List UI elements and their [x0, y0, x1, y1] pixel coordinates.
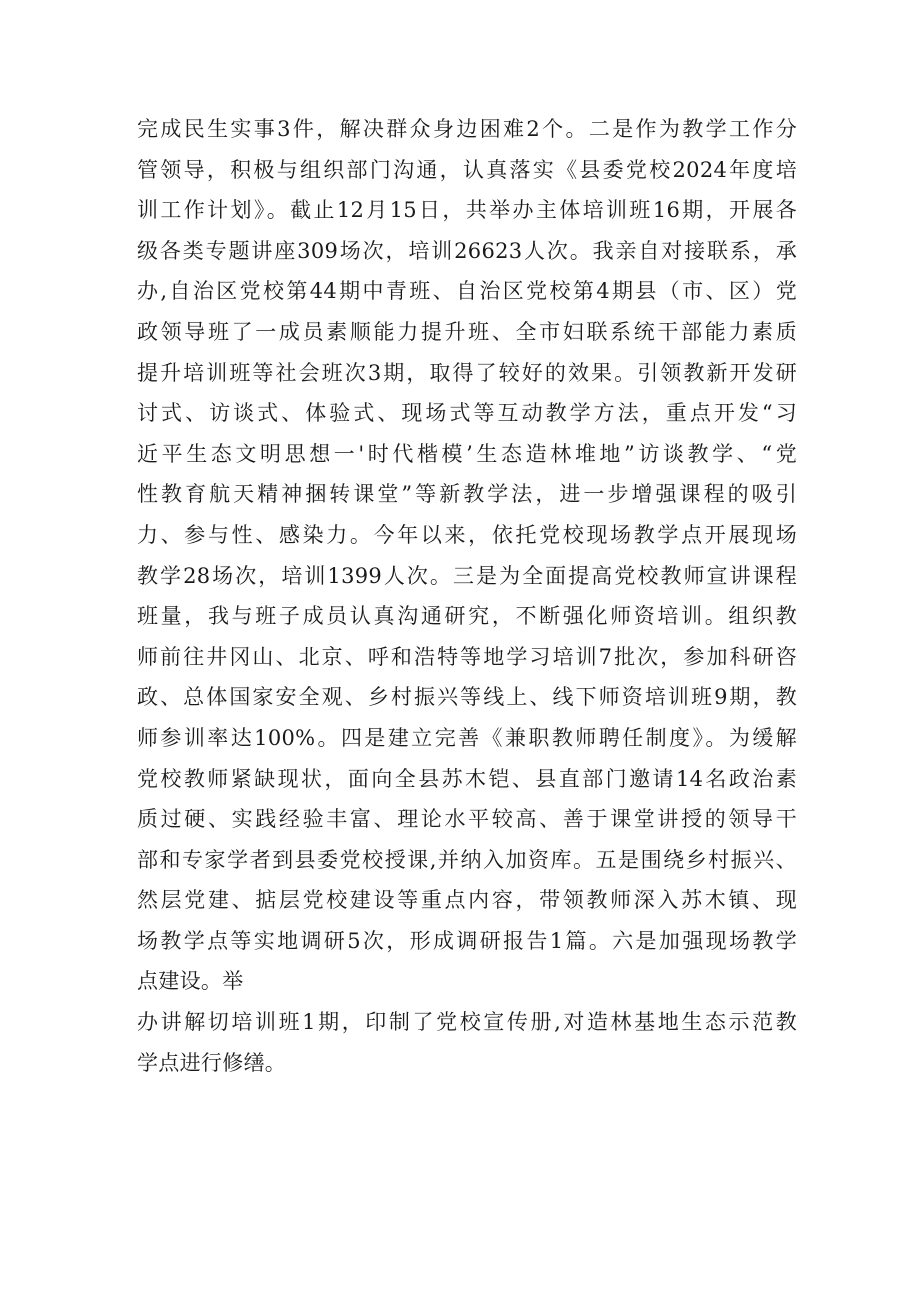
text-line: 党校教师紧缺现状，面向全县苏木铠、县直部门邀请14名政治素	[137, 766, 797, 791]
text-line: 力、参与性、感染力。今年以来，依托党校现场教学点开展现场	[137, 522, 797, 547]
text-line: 办讲解切培训班1期，印制了党校宣传册,对造林基地生态示范教	[137, 1010, 797, 1035]
text-line: 政、总体国家安全观、乡村振兴等线上、线下师资培训班9期，教	[137, 685, 797, 710]
text-line: 政领导班了一成员素顺能力提升班、全市妇联系统干部能力素质	[137, 319, 797, 344]
text-line: 管领导，积极与组织部门沟通，认真落实《县委党校2024年度培	[137, 157, 797, 182]
text-line: 提升培训班等社会班次3期，取得了较好的效果。引领教新开发研	[137, 360, 797, 385]
text-line: 学点进行修缮。	[137, 1050, 287, 1075]
text-line: 性教育航天精神捆转课堂”等新教学法，进一步增强课程的吸引	[137, 482, 797, 507]
text-line: 师前往井冈山、北京、呼和浩特等地学习培训7批次，参加科研咨	[137, 644, 797, 669]
text-line: 级各类专题讲座309场次，培训26623人次。我亲自对接联系，承	[137, 238, 797, 263]
text-line: 然层党建、掂层党校建设等重点内容，带领教师深入苏木镇、现	[137, 888, 797, 913]
text-line: 训工作计划》。截止12月15日，共举办主体培训班16期，开展各	[137, 198, 797, 223]
text-line: 完成民生实事3件，解决群众身边困难2个。二是作为教学工作分	[137, 117, 797, 141]
text-line: 点建设。举	[137, 969, 244, 994]
text-line: 师参训率达100%。四是建立完善《兼职教师聘任制度》。为缓解	[137, 725, 797, 750]
text-line: 班量，我与班子成员认真沟通研究，不断强化师资培训。组织教	[137, 604, 797, 629]
text-line: 场教学点等实地调研5次，形成调研报告1篇。六是加强现场教学	[137, 928, 797, 953]
text-line: 办,自治区党校第44期中青班、自治区党校第4期县（市、区）党	[137, 279, 797, 304]
text-line: 近平生态文明思想一'时代楷模’生态造林堆地”访谈教学、“党	[137, 441, 797, 466]
body-text	[137, 109, 797, 1083]
text-line: 质过硬、实践经验丰富、理论水平较高、善于课堂讲授的领导干	[137, 807, 797, 832]
text-line: 讨式、访谈式、体验式、现场式等互动教学方法，重点开发“习	[137, 401, 797, 426]
text-line: 部和专家学者到县委党校授课,并纳入加资库。五是围绕乡村振兴、	[137, 847, 797, 872]
text-line: 教学28场次，培训1399人次。三是为全面提高党校教师宣讲课程	[137, 563, 797, 588]
